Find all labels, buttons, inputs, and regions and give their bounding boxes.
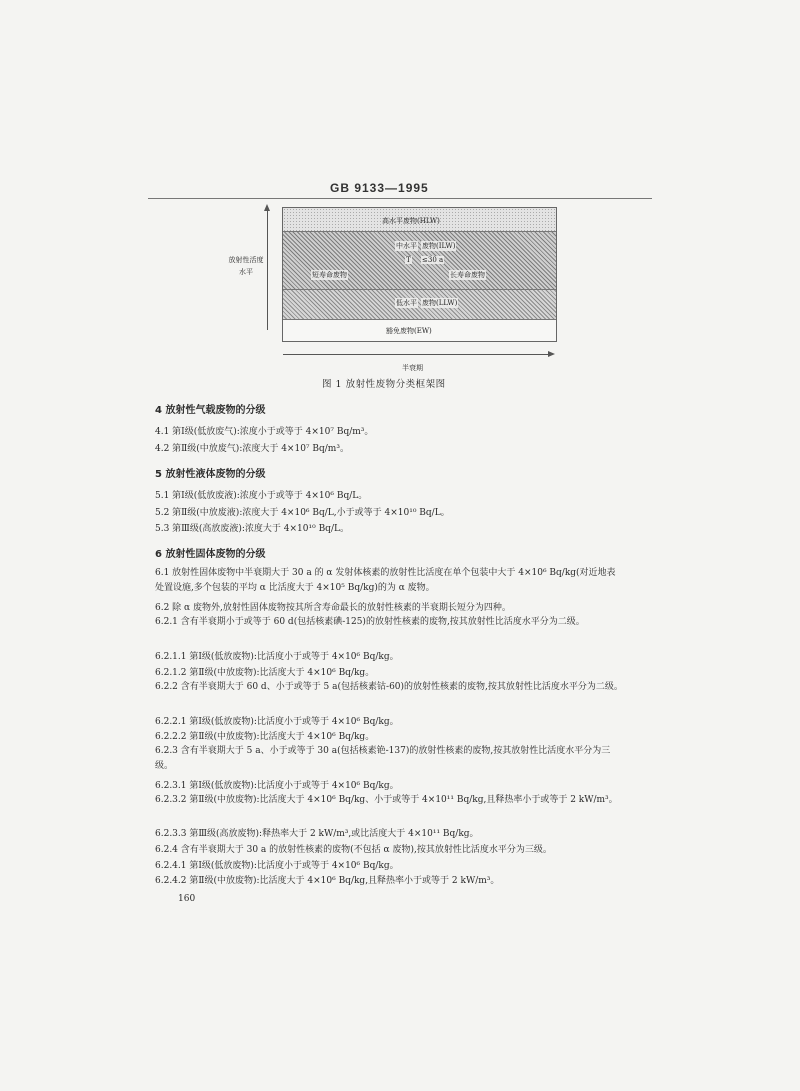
clause-4-1: 4.1 第Ⅰ级(低放废气):浓度小于或等于 4×10⁷ Bq/m³。 — [155, 427, 374, 437]
long-lived-label: 长寿命废物 — [450, 271, 485, 279]
divider-line — [283, 231, 556, 232]
page-number: 160 — [178, 894, 196, 904]
ilw-band — [283, 231, 556, 289]
clause-6-2-4-1: 6.2.4.1 第Ⅰ级(低放废物):比活度小于或等于 4×10⁶ Bq/kg。 — [155, 861, 399, 871]
x-axis-label: 半衰期 — [402, 364, 423, 372]
llw-label-right: 废物(LLW) — [422, 299, 458, 307]
clause-6-2: 6.2 除 α 废物外,放射性固体废物按其所含寿命最长的放射性核素的半衰期长短分为四种。 — [155, 603, 511, 613]
clause-6-2-2: 6.2.2 含有半衰期大于 60 d、小于或等于 5 a(包括核素钴-60)的放射性核素的废物,按其放射性比活度水平分为二级。 — [155, 682, 623, 692]
clause-6-2-1-2: 6.2.1.2 第Ⅱ级(中放废物):比活度大于 4×10⁶ Bq/kg。 — [155, 668, 375, 678]
y-axis-label-line-2: 水平 — [239, 268, 253, 276]
header-rule — [148, 198, 652, 199]
llw-band — [283, 289, 556, 319]
figure-caption: 图 1 放射性废物分类框架图 — [322, 379, 446, 390]
ilw-label-right: 废物(ILW) — [422, 242, 456, 250]
section-heading-4: 4 放射性气载废物的分级 — [155, 405, 266, 416]
clause-5-1: 5.1 第Ⅰ级(低放废液):浓度小于或等于 4×10⁶ Bq/L。 — [155, 491, 368, 501]
clause-6-2-3-3: 6.2.3.3 第Ⅲ级(高放废物):释热率大于 2 kW/m³,或比活度大于 4×10¹¹ Bq/kg。 — [155, 829, 479, 839]
ew-label: 豁免废物(EW) — [386, 327, 432, 335]
clause-6-2-2-1: 6.2.2.1 第Ⅰ级(低放废物):比活度小于或等于 4×10⁶ Bq/kg。 — [155, 717, 399, 727]
clause-5-2: 5.2 第Ⅱ级(中放废液):浓度大于 4×10⁶ Bq/L,小于或等于 4×10¹⁰ Bq/L。 — [155, 508, 450, 518]
clause-4-2: 4.2 第Ⅱ级(中放废气):浓度大于 4×10⁷ Bq/m³。 — [155, 444, 349, 454]
clause-6-2-4-2: 6.2.4.2 第Ⅱ级(中放废物):比活度大于 4×10⁶ Bq/kg,且释热率小于或等于 2 kW/m³。 — [155, 876, 500, 886]
y-axis-label-line-1: 放射性活度 — [228, 256, 264, 264]
ilw-label-left: 中水平 — [396, 242, 417, 250]
short-lived-label: 短寿命废物 — [312, 271, 347, 279]
hlw-label: 高水平废物(HLW) — [382, 217, 440, 225]
clause-5-3: 5.3 第Ⅲ级(高放废液):浓度大于 4×10¹⁰ Bq/L。 — [155, 524, 349, 534]
clause-6-2-1: 6.2.1 含有半衰期小于或等于 60 d(包括核素碘-125)的放射性核素的废物,按其放射性比活度水平分为二级。 — [155, 617, 585, 627]
clause-6-2-3-2: 6.2.3.2 第Ⅱ级(中放废物):比活度大于 4×10⁶ Bq/kg、小于或等于 4×10¹¹ Bq/kg,且释热率小于或等于 2 kW/m³。 — [155, 795, 618, 805]
llw-label-left: 低水平 — [396, 299, 417, 307]
x-axis — [283, 354, 548, 355]
divider-line — [283, 289, 556, 290]
clause-6-1: 6.1 放射性固体废物中半衰期大于 30 a 的 α 发射体核素的放射性比活度在单个包装中大于 4×10⁶ Bq/kg(对近地表处置设施,多个包装的平均 α 比活度大于 4×10⁵ Bq/kg)的为 α 废物。 — [155, 568, 616, 593]
clause-6-2-1-1: 6.2.1.1 第Ⅰ级(低放废物):比活度小于或等于 4×10⁶ Bq/kg。 — [155, 652, 399, 662]
section-heading-5: 5 放射性液体废物的分级 — [155, 469, 266, 480]
t-threshold-label: ≤30 a — [422, 256, 444, 264]
clause-6-2-2-2: 6.2.2.2 第Ⅱ级(中放废物):比活度大于 4×10⁶ Bq/kg。 — [155, 732, 375, 742]
t-label: T — [406, 256, 411, 264]
standard-code-header: GB 9133—1995 — [330, 181, 429, 195]
clause-6-2-3: 6.2.3 含有半衰期大于 5 a、小于或等于 30 a(包括核素铯-137)的放射性核素的废物,按其放射性比活度水平分为三级。 — [155, 746, 611, 771]
waste-classification-diagram — [282, 207, 557, 342]
clause-6-2-4: 6.2.4 含有半衰期大于 30 a 的放射性核素的废物(不包括 α 废物),按其放射性比活度水平分为三级。 — [155, 845, 552, 855]
x-axis-arrow — [548, 351, 555, 357]
y-axis-label — [224, 254, 268, 278]
section-heading-6: 6 放射性固体废物的分级 — [155, 549, 266, 560]
divider-line — [283, 319, 556, 320]
clause-6-2-3-1: 6.2.3.1 第Ⅰ级(低放废物):比活度小于或等于 4×10⁶ Bq/kg。 — [155, 781, 399, 791]
